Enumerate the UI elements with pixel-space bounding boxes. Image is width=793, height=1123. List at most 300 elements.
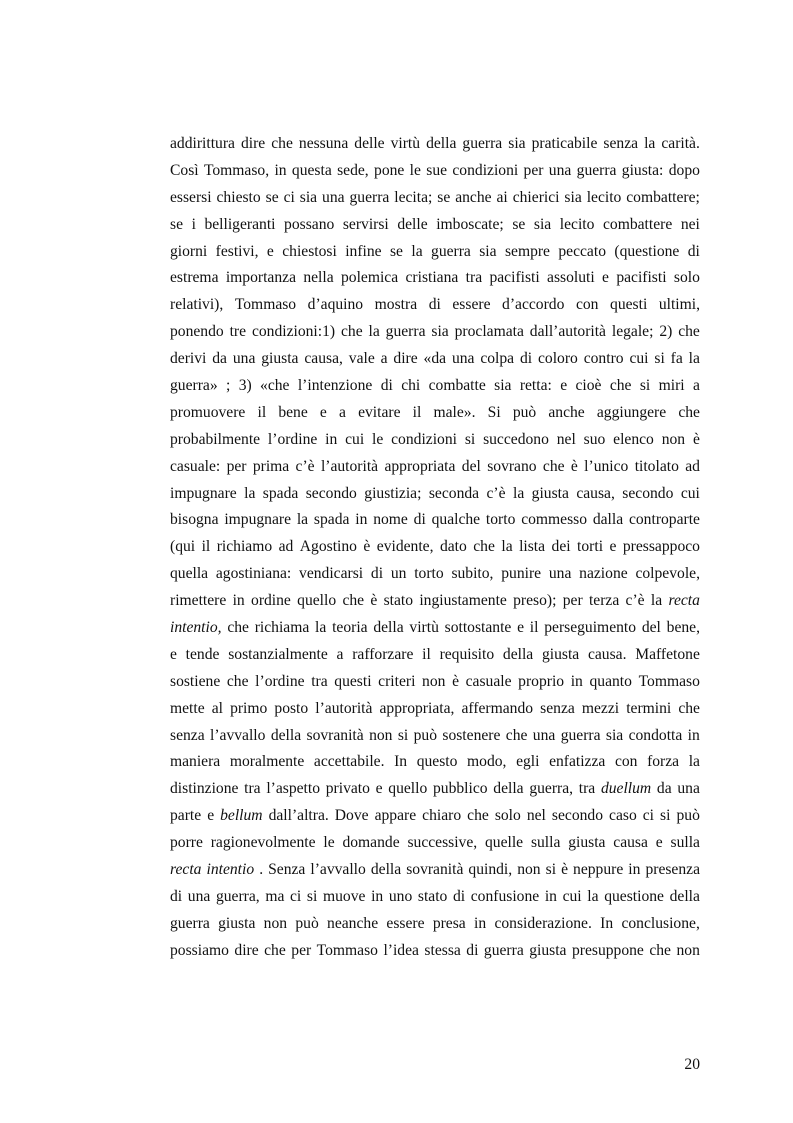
word: Maffetone: [635, 645, 700, 663]
word: teoria: [332, 619, 368, 637]
word: nel: [556, 430, 576, 448]
word: se: [437, 188, 451, 206]
word: sia: [605, 726, 624, 744]
word: da: [212, 350, 227, 368]
text-line: [170, 239, 700, 266]
word: a: [336, 645, 344, 663]
word: sempre: [504, 242, 550, 260]
word: Così: [170, 161, 199, 179]
word: secondo: [305, 484, 357, 502]
body-text: [170, 131, 700, 965]
word: di: [380, 377, 393, 395]
word: nome: [373, 511, 408, 529]
word: se: [170, 215, 183, 233]
word: (questione: [614, 242, 680, 260]
word: miri: [658, 377, 685, 395]
word: di: [519, 350, 533, 368]
word: con: [614, 753, 638, 771]
word: chiestosi: [282, 242, 337, 260]
word: nei: [680, 215, 700, 233]
word: causa.: [587, 645, 627, 663]
word: distinzione: [170, 780, 239, 798]
word: causa: [613, 834, 648, 852]
word: la: [688, 350, 700, 368]
word: sede,: [337, 161, 369, 179]
text-line: [170, 830, 700, 857]
word: giusta: [541, 645, 580, 663]
word: del: [461, 457, 481, 475]
word: è: [370, 592, 378, 610]
word: Tommaso,: [203, 161, 270, 179]
word: belligeranti: [204, 215, 276, 233]
word: chiaro: [422, 807, 462, 825]
word: Si: [487, 403, 501, 421]
word: che: [473, 538, 495, 556]
word: le: [372, 430, 384, 448]
word: il: [529, 619, 539, 637]
word: non: [422, 672, 446, 690]
text-line: [170, 265, 700, 292]
word: una: [322, 188, 345, 206]
word: evidente,: [376, 538, 434, 556]
word: sovranità: [306, 726, 364, 744]
word: appropriata: [384, 457, 456, 475]
word: rafforzare: [352, 645, 414, 663]
word: essere: [452, 296, 491, 314]
word: causa,: [576, 484, 615, 502]
word: di: [170, 887, 183, 905]
word: sia: [299, 188, 318, 206]
word: la: [411, 242, 423, 260]
word: una: [451, 350, 475, 368]
word: la: [688, 753, 700, 771]
word: nel: [526, 807, 546, 825]
word: per: [291, 941, 312, 959]
word: l’avvallo: [210, 726, 266, 744]
word: se: [389, 242, 403, 260]
word: praticabile: [531, 135, 598, 152]
word: torti: [577, 538, 604, 556]
text-line: [170, 615, 700, 642]
word: non: [517, 861, 541, 879]
word: servirsi: [342, 215, 389, 233]
word: la: [512, 484, 525, 502]
word: nessuna: [298, 135, 349, 152]
word: solo: [673, 269, 700, 287]
word: tra: [465, 269, 483, 287]
word: fa: [670, 350, 683, 368]
word: bisogna: [170, 511, 219, 529]
word: che: [542, 457, 565, 475]
word: di: [413, 511, 426, 529]
word: se: [265, 188, 279, 206]
word: casuale: [465, 672, 512, 690]
word: probabilmente: [170, 430, 261, 448]
word: una: [187, 887, 211, 905]
word: ci: [642, 807, 655, 825]
word: che: [678, 699, 700, 717]
word: perseguimento: [544, 619, 637, 637]
word: accettabile.: [313, 753, 385, 771]
word: assoluti: [547, 269, 595, 287]
word: festivi,: [215, 242, 259, 260]
word: si: [306, 887, 318, 905]
word: confusione: [470, 887, 540, 905]
word: rimettere: [170, 592, 227, 610]
word: impugnare: [224, 511, 292, 529]
text-line: [170, 776, 700, 803]
word: si: [464, 430, 476, 448]
word: e: [517, 619, 525, 637]
word: dire: [393, 350, 418, 368]
word: da: [656, 780, 672, 798]
word: ci: [283, 188, 295, 206]
word: tra: [244, 780, 261, 798]
word: in: [474, 914, 487, 932]
word: importanza: [225, 269, 296, 287]
word: torto: [414, 565, 444, 583]
text-line: [170, 749, 700, 776]
text-line: [170, 427, 700, 454]
word: della: [373, 619, 404, 637]
text-line: [170, 131, 700, 158]
word: quanto: [589, 672, 632, 690]
word: Agostino: [299, 538, 357, 556]
word: la: [587, 887, 599, 905]
word: della: [270, 726, 302, 744]
word: che: [227, 619, 249, 637]
word: evitare: [358, 403, 401, 421]
word: sostiene: [170, 672, 221, 690]
word: può: [295, 914, 319, 932]
word: elenco: [613, 430, 654, 448]
word: guerra: [483, 941, 524, 959]
text-line: [170, 938, 700, 965]
word: è: [570, 457, 578, 475]
word: giorni: [170, 242, 208, 260]
word: richiama: [254, 619, 310, 637]
word: della: [426, 135, 457, 152]
word: sostanzialmente: [228, 645, 328, 663]
word: Senza: [268, 861, 306, 879]
word: in: [544, 887, 557, 905]
word: l’autorità: [320, 457, 379, 475]
word: questa: [291, 161, 332, 179]
word: terza: [588, 592, 620, 610]
word: che: [271, 135, 293, 152]
word: moralmente: [229, 753, 305, 771]
word: non: [661, 430, 686, 448]
word: male».: [433, 403, 476, 421]
word: d’accordo: [502, 296, 565, 314]
word: di: [370, 565, 384, 583]
word: spada: [313, 511, 350, 529]
word: requisito: [439, 645, 495, 663]
text-line: [170, 696, 700, 723]
word: casuale:: [170, 457, 221, 475]
word: guerra: [170, 914, 210, 932]
text-line: [170, 803, 700, 830]
word: controparte: [628, 511, 700, 529]
word: guerra: [560, 726, 601, 744]
word: condizioni: [452, 161, 519, 179]
word: in: [232, 592, 245, 610]
word: senza: [540, 699, 575, 717]
word: un: [390, 565, 407, 583]
word: termini: [626, 699, 672, 717]
word: a: [380, 350, 388, 368]
word: neanche: [327, 914, 379, 932]
word: .: [259, 861, 264, 879]
word: successive,: [407, 834, 478, 852]
word: questione: [604, 887, 664, 905]
word: intentio,: [170, 619, 222, 637]
word: della: [370, 861, 402, 879]
word: pacifisti: [489, 269, 540, 287]
word: stessa: [424, 941, 461, 959]
word: giusta: [568, 834, 606, 852]
word: Dove: [334, 807, 369, 825]
word: di: [687, 242, 700, 260]
word: la: [368, 323, 380, 341]
word: spada: [262, 484, 299, 502]
word: di: [452, 887, 466, 905]
word: essersi: [170, 188, 212, 206]
word: può: [512, 403, 537, 421]
word: si: [654, 350, 665, 368]
word: e: [375, 780, 383, 798]
word: titolato: [634, 457, 679, 475]
word: il: [422, 645, 431, 663]
word: seconda: [428, 484, 480, 502]
word: bellum: [220, 807, 263, 825]
word: derivi: [170, 350, 207, 368]
word: in: [355, 511, 368, 529]
word: e: [560, 377, 568, 395]
word: sulla: [670, 834, 700, 852]
word: l’aspetto: [266, 780, 321, 798]
word: questi: [334, 672, 372, 690]
text-line: [170, 507, 700, 534]
text-line: [170, 319, 700, 346]
word: a: [692, 377, 700, 395]
word: guerra,: [529, 780, 574, 798]
word: primo: [230, 699, 268, 717]
word: sovranità: [406, 861, 464, 879]
word: torto: [485, 511, 516, 529]
word: non: [676, 941, 700, 959]
word: delle: [354, 135, 385, 152]
word: solo: [494, 807, 521, 825]
word: che: [340, 323, 363, 341]
text-line: [170, 346, 700, 373]
word: e: [602, 269, 609, 287]
page-number: 20: [684, 1056, 700, 1073]
word: contro: [583, 350, 624, 368]
word: criteri: [378, 672, 416, 690]
word: sia: [431, 323, 449, 341]
word: pacifisti: [616, 269, 667, 287]
word: lecita;: [394, 188, 433, 206]
word: la: [315, 619, 327, 637]
word: In: [394, 753, 408, 771]
word: ci: [290, 887, 302, 905]
text-line: [170, 534, 700, 561]
word: è: [452, 672, 459, 690]
word: agostiniana:: [215, 565, 292, 583]
word: con: [575, 296, 599, 314]
word: guerra: [385, 323, 426, 341]
word: sottostante: [444, 619, 512, 637]
word: lista: [519, 538, 546, 556]
word: ponendo: [170, 323, 224, 341]
word: «da: [423, 350, 447, 368]
text-line: [170, 158, 700, 185]
word: secondo: [551, 807, 604, 825]
word: giusta: [261, 350, 299, 368]
word: che: [342, 592, 365, 610]
word: presa: [432, 914, 466, 932]
word: dopo: [668, 161, 700, 179]
word: vendicarsi: [299, 565, 364, 583]
word: ;: [225, 377, 231, 395]
word: e: [170, 645, 177, 663]
word: non: [263, 914, 288, 932]
word: guerra»: [170, 377, 218, 395]
word: aggiungere: [596, 403, 667, 421]
word: che: [505, 726, 528, 744]
word: che: [649, 941, 671, 959]
word: in: [570, 672, 583, 690]
word: sia: [508, 135, 526, 152]
word: che: [609, 377, 632, 395]
word: domande: [342, 834, 400, 852]
word: condizioni:1): [251, 323, 336, 341]
text-line: [170, 911, 700, 938]
word: colpevole,: [635, 565, 700, 583]
word: che: [226, 672, 249, 690]
word: la: [650, 592, 663, 610]
word: giustizia;: [364, 484, 422, 502]
word: anche: [455, 188, 492, 206]
word: una: [548, 565, 572, 583]
word: richiamo: [216, 538, 273, 556]
word: essere: [386, 914, 425, 932]
word: 3): [238, 377, 252, 395]
word: enfatizza: [549, 753, 606, 771]
word: addirittura: [170, 135, 235, 152]
word: l’ordine: [255, 672, 305, 690]
word: dalla: [592, 511, 624, 529]
word: può: [676, 807, 700, 825]
word: della: [502, 645, 534, 663]
word: punire: [501, 565, 542, 583]
word: in: [274, 161, 287, 179]
word: appare: [374, 807, 417, 825]
word: una: [532, 726, 556, 744]
word: si: [397, 726, 409, 744]
word: modo,: [467, 753, 507, 771]
word: carità.: [661, 135, 700, 152]
word: può: [413, 726, 437, 744]
word: secondo: [622, 484, 674, 502]
text-line: [170, 561, 700, 588]
text-line: [170, 454, 700, 481]
word: senza: [170, 726, 205, 744]
word: cristiana: [405, 269, 459, 287]
word: in: [687, 726, 700, 744]
word: dire: [240, 135, 266, 152]
word: relativi),: [170, 296, 224, 314]
word: polemica: [341, 269, 399, 287]
word: conclusione,: [621, 914, 700, 932]
word: intentio: [206, 861, 255, 879]
word: in: [628, 861, 641, 879]
word: succedono: [483, 430, 549, 448]
word: quindi,: [468, 861, 513, 879]
word: di: [466, 941, 479, 959]
word: legale;: [611, 323, 654, 341]
word: (qui: [170, 538, 196, 556]
word: coloro: [538, 350, 578, 368]
word: l’avvallo: [310, 861, 366, 879]
word: delle: [397, 215, 428, 233]
word: ragionevolmente: [210, 834, 316, 852]
word: egli: [516, 753, 540, 771]
word: e: [319, 403, 327, 421]
word: la: [296, 511, 309, 529]
word: proprio: [518, 672, 565, 690]
word: Tommaso: [638, 672, 700, 690]
word: si: [639, 377, 651, 395]
word: è: [692, 430, 700, 448]
word: qualche: [431, 511, 481, 529]
word: promuovere: [170, 403, 246, 421]
word: virtù: [409, 619, 439, 637]
word: affermando: [461, 699, 534, 717]
word: bene: [278, 403, 308, 421]
word: dei: [551, 538, 571, 556]
word: guerra: [462, 135, 503, 152]
word: è: [561, 861, 568, 879]
word: subito,: [451, 565, 494, 583]
word: l’autorità: [315, 699, 373, 717]
word: ultimi,: [658, 296, 700, 314]
word: parte: [170, 807, 202, 825]
word: Tommaso: [316, 941, 378, 959]
text-line: [170, 292, 700, 319]
word: infine: [345, 242, 382, 260]
word: e: [609, 538, 617, 556]
word: combattere;: [626, 188, 700, 206]
word: sulla: [530, 834, 561, 852]
word: si: [545, 861, 557, 879]
word: causa,: [304, 350, 343, 368]
word: privato: [325, 780, 370, 798]
word: sia: [564, 188, 582, 206]
word: in: [371, 887, 384, 905]
text-line: [170, 642, 700, 669]
word: mezzi: [581, 699, 620, 717]
word: della: [669, 887, 700, 905]
word: l’idea: [383, 941, 419, 959]
word: che: [467, 807, 489, 825]
word: maniera: [170, 753, 221, 771]
word: lecito: [559, 215, 595, 233]
word: appropriata,: [379, 699, 455, 717]
word: il: [257, 403, 267, 421]
word: pressappoco: [622, 538, 700, 556]
